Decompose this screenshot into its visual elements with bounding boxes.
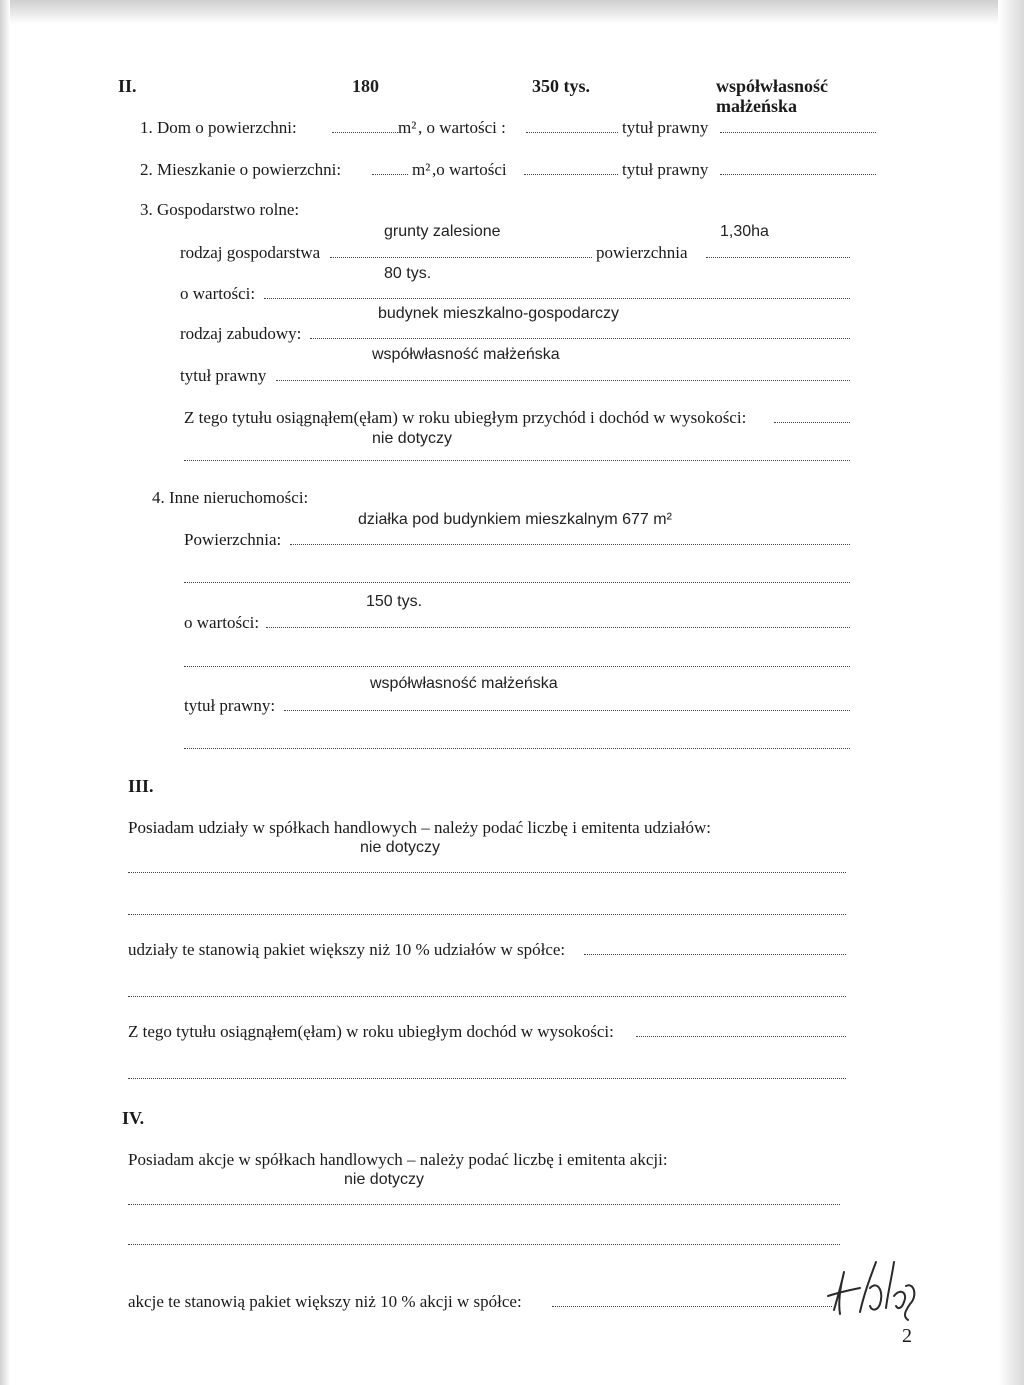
item2-unit: m² — [412, 160, 431, 179]
item3-title-blank — [276, 380, 850, 381]
item3-buildings-blank — [310, 338, 850, 339]
section-iv-stocks-blank-2 — [128, 1244, 840, 1245]
item4-title-answer: współwłasność małżeńska — [370, 675, 558, 692]
section-iv-numeral: IV. — [122, 1108, 145, 1128]
item2-title-label: tytuł prawny — [622, 160, 709, 179]
item3-value-blank — [264, 298, 850, 299]
item3-prefix: 3. Gospodarstwo rolne: — [140, 200, 300, 219]
item3-income-blank-2 — [184, 460, 850, 461]
item1-title-label: tytuł prawny — [622, 118, 709, 137]
item4-value-answer: 150 tys. — [366, 593, 423, 610]
item3-area-blank — [706, 257, 850, 258]
item1-value-label: , o wartości : — [418, 118, 506, 137]
item3-farm-type-label: rodzaj gospodarstwa — [180, 243, 321, 262]
item4-prefix: 4. Inne nieruchomości: — [152, 488, 309, 507]
item1-value-blank — [526, 132, 618, 133]
item3-farm-type-answer: grunty zalesione — [384, 223, 501, 240]
section-ii-ownership-line1: współwłasność — [716, 76, 829, 96]
item3-buildings-answer: budynek mieszkalno-gospodarczy — [378, 305, 620, 322]
item2-value-blank — [524, 174, 618, 175]
section-iv-stocks-answer: nie dotyczy — [344, 1171, 425, 1188]
item1-unit: m² — [398, 118, 417, 137]
item4-value-blank — [266, 627, 850, 628]
section-ii-value-answer: 350 tys. — [532, 76, 590, 96]
item3-income-blank — [774, 422, 850, 423]
section-iv-package-blank — [552, 1306, 832, 1307]
section-iii-income-label: Z tego tytułu osiągnąłem(ęłam) w roku ubiegłym dochód w wysokości: — [128, 1022, 614, 1041]
section-iii-income-blank — [636, 1036, 846, 1037]
section-ii-area-answer: 180 — [352, 76, 379, 96]
item3-area-answer: 1,30ha — [720, 223, 769, 240]
section-iii-shares-blank-2 — [128, 914, 846, 915]
signature-icon — [820, 1252, 920, 1324]
section-iv-package-label: akcje te stanowią pakiet większy niż 10 % akcji w spółce: — [128, 1292, 522, 1311]
item2-prefix: 2. Mieszkanie o powierzchni: — [140, 160, 342, 179]
item4-title-label: tytuł prawny: — [184, 696, 276, 715]
item3-title-label: tytuł prawny — [180, 366, 267, 385]
item4-title-blank — [284, 710, 850, 711]
section-ii-numeral: II. — [118, 76, 137, 96]
section-iii-package-blank — [584, 954, 846, 955]
scan-edge-right — [998, 0, 1024, 1385]
item3-value-answer: 80 tys. — [384, 265, 432, 282]
item3-farm-type-blank — [330, 257, 592, 258]
section-iii-shares-answer: nie dotyczy — [360, 839, 441, 856]
item2-area-blank — [372, 174, 408, 175]
section-ii-ownership-line2: małżeńska — [716, 96, 797, 116]
item1-title-blank — [720, 132, 876, 133]
item3-buildings-label: rodzaj zabudowy: — [180, 324, 302, 343]
scan-edge-top — [0, 0, 1024, 24]
section-iii-income-blank-2 — [128, 1078, 846, 1079]
section-iv-stocks-blank — [128, 1204, 840, 1205]
item4-value-blank-2 — [184, 666, 850, 667]
section-iii-numeral: III. — [128, 776, 154, 796]
scan-edge-left — [0, 0, 10, 1385]
item3-title-answer: współwłasność małżeńska — [372, 346, 560, 363]
item1-prefix: 1. Dom o powierzchni: — [140, 118, 297, 137]
section-iii-package-label: udziały te stanowią pakiet większy niż 10 % udziałów w spółce: — [128, 940, 566, 959]
item2-value-label: ,o wartości — [432, 160, 507, 179]
item3-income-answer: nie dotyczy — [372, 430, 453, 447]
page-number: 2 — [902, 1325, 912, 1347]
item3-income-label: Z tego tytułu osiągnąłem(ęłam) w roku ubiegłym przychód i dochód w wysokości: — [184, 408, 747, 427]
item3-value-label: o wartości: — [180, 284, 256, 303]
item4-value-label: o wartości: — [184, 613, 260, 632]
item4-area-blank — [290, 544, 850, 545]
item1-area-blank — [332, 132, 398, 133]
item4-title-blank-2 — [184, 748, 850, 749]
section-iv-stocks-label: Posiadam akcje w spółkach handlowych – należy podać liczbę i emitenta akcji: — [128, 1150, 668, 1169]
item4-area-label: Powierzchnia: — [184, 530, 282, 549]
section-iii-shares-blank — [128, 872, 846, 873]
item3-area-label: powierzchnia — [596, 243, 688, 262]
item4-area-blank-2 — [184, 582, 850, 583]
item4-area-answer: działka pod budynkiem mieszkalnym 677 m² — [358, 511, 672, 528]
item2-title-blank — [720, 174, 876, 175]
section-iii-shares-label: Posiadam udziały w spółkach handlowych – należy podać liczbę i emitenta udziałów: — [128, 818, 712, 837]
section-iii-package-blank-2 — [128, 996, 846, 997]
